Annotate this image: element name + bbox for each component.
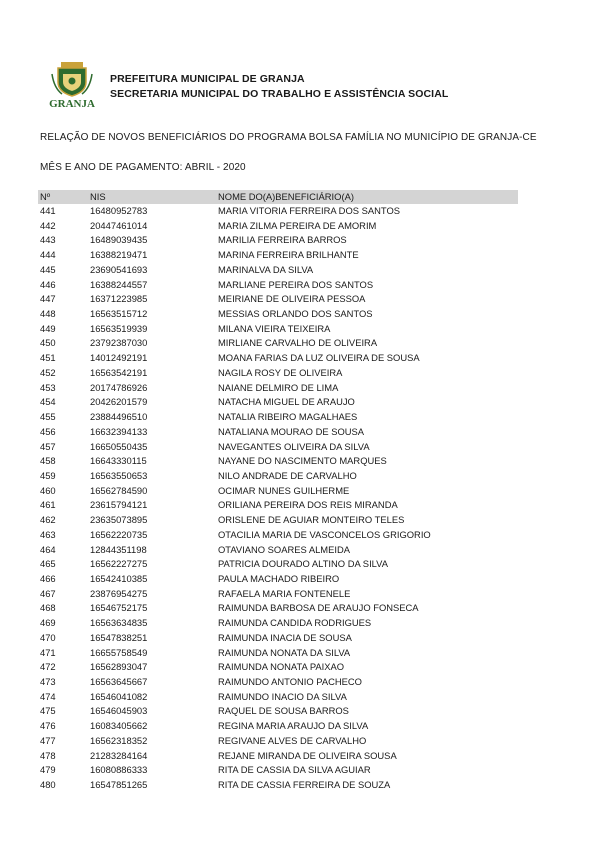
row-number: 469 <box>40 617 56 629</box>
row-number: 445 <box>40 263 56 275</box>
row-name: NAYANE DO NASCIMENTO MARQUES <box>218 455 387 467</box>
granja-logo <box>40 60 104 110</box>
table-row <box>38 395 518 410</box>
table-row <box>38 734 518 749</box>
table-row <box>38 675 518 690</box>
table-row <box>38 690 518 705</box>
row-nis: 16562784590 <box>90 484 148 496</box>
table-row <box>38 381 518 396</box>
row-number: 449 <box>40 322 56 334</box>
row-number: 456 <box>40 425 56 437</box>
row-number: 475 <box>40 705 56 717</box>
row-number: 455 <box>40 411 56 423</box>
row-name: NATACHA MIGUEL DE ARAUJO <box>218 396 355 408</box>
row-nis: 16562893047 <box>90 661 148 673</box>
table-row <box>38 646 518 661</box>
table-row <box>38 749 518 764</box>
row-nis: 16546041082 <box>90 690 148 702</box>
table-body <box>38 204 518 793</box>
row-number: 447 <box>40 293 56 305</box>
row-number: 470 <box>40 631 56 643</box>
row-name: RAQUEL DE SOUSA BARROS <box>218 705 349 717</box>
row-name: REJANE MIRANDA DE OLIVEIRA SOUSA <box>218 749 397 761</box>
table-row <box>38 440 518 455</box>
row-number: 460 <box>40 484 56 496</box>
table-row <box>38 587 518 602</box>
row-number: 476 <box>40 720 56 732</box>
table-row <box>38 248 518 263</box>
row-name: RITA DE CASSIA DA SILVA AGUIAR <box>218 764 371 776</box>
table-row <box>38 601 518 616</box>
row-name: RAIMUNDA CANDIDA RODRIGUES <box>218 617 372 629</box>
row-number: 444 <box>40 249 56 261</box>
row-number: 480 <box>40 779 56 791</box>
row-nis: 16489039435 <box>90 234 148 246</box>
table-row <box>38 292 518 307</box>
row-name: MARIA VITORIA FERREIRA DOS SANTOS <box>218 205 400 216</box>
row-number: 451 <box>40 352 56 364</box>
row-name: MEIRIANE DE OLIVEIRA PESSOA <box>218 293 366 305</box>
row-nis: 23690541693 <box>90 263 148 275</box>
row-name: MARILIA FERREIRA BARROS <box>218 234 347 246</box>
row-name: NAVEGANTES OLIVEIRA DA SILVA <box>218 440 370 452</box>
row-number: 443 <box>40 234 56 246</box>
row-number: 472 <box>40 661 56 673</box>
row-nis: 16562220735 <box>90 528 148 540</box>
row-number: 442 <box>40 219 56 231</box>
row-nis: 16563634835 <box>90 617 148 629</box>
row-name: MIRLIANE CARVALHO DE OLIVEIRA <box>218 337 378 349</box>
table-row <box>38 763 518 778</box>
table-row <box>38 528 518 543</box>
row-nis: 16655758549 <box>90 646 148 658</box>
payment-period: MÊS E ANO DE PAGAMENTO: ABRIL - 2020 <box>40 162 246 173</box>
row-nis: 20447461014 <box>90 219 148 231</box>
row-name: RAIMUNDA INACIA DE SOUSA <box>218 631 352 643</box>
row-nis: 14012492191 <box>90 352 148 364</box>
row-nis: 16480952783 <box>90 205 148 216</box>
row-name: REGIVANE ALVES DE CARVALHO <box>218 734 367 746</box>
table-row <box>38 351 518 366</box>
row-nis: 21283284164 <box>90 749 148 761</box>
table-row <box>38 557 518 572</box>
row-name: RAFAELA MARIA FONTENELE <box>218 587 351 599</box>
row-number: 474 <box>40 690 56 702</box>
row-number: 448 <box>40 308 56 320</box>
row-name: MARLIANE PEREIRA DOS SANTOS <box>218 278 374 290</box>
col-header-nis: NIS <box>90 191 106 202</box>
row-name: NATALIANA MOURAO DE SOUSA <box>218 425 365 437</box>
table-row <box>38 719 518 734</box>
row-nis: 16546752175 <box>90 602 148 614</box>
row-name: RAIMUNDA NONATA PAIXAO <box>218 661 345 673</box>
row-number: 441 <box>40 205 56 216</box>
table-row <box>38 778 518 793</box>
row-number: 471 <box>40 646 56 658</box>
col-header-name: NOME DO(A)BENEFICIÁRIO(A) <box>218 191 354 202</box>
row-number: 453 <box>40 381 56 393</box>
row-nis: 23635073895 <box>90 514 148 526</box>
row-nis: 16563542191 <box>90 366 148 378</box>
row-nis: 16563519939 <box>90 322 148 334</box>
table-row <box>38 278 518 293</box>
table-row <box>38 366 518 381</box>
row-number: 457 <box>40 440 56 452</box>
row-number: 462 <box>40 514 56 526</box>
row-name: NILO ANDRADE DE CARVALHO <box>218 469 357 481</box>
row-number: 446 <box>40 278 56 290</box>
row-number: 473 <box>40 676 56 687</box>
table-row <box>38 616 518 631</box>
row-name: REGINA MARIA ARAUJO DA SILVA <box>218 720 369 732</box>
row-nis: 20426201579 <box>90 396 148 408</box>
row-number: 458 <box>40 455 56 467</box>
title-prefeitura: PREFEITURA MUNICIPAL DE GRANJA <box>110 73 305 85</box>
row-name: MARINALVA DA SILVA <box>218 263 314 275</box>
table-row <box>38 704 518 719</box>
row-name: PATRICIA DOURADO ALTINO DA SILVA <box>218 558 388 570</box>
row-nis: 23876954275 <box>90 587 148 599</box>
col-header-number: Nº <box>40 191 51 202</box>
row-nis: 20174786926 <box>90 381 148 393</box>
table-row <box>38 454 518 469</box>
row-name: RAIMUNDA BARBOSA DE ARAUJO FONSECA <box>218 602 419 614</box>
table-row <box>38 233 518 248</box>
table-row <box>38 543 518 558</box>
table-row <box>38 513 518 528</box>
row-name: MOANA FARIAS DA LUZ OLIVEIRA DE SOUSA <box>218 352 420 364</box>
row-nis: 16562227275 <box>90 558 148 570</box>
row-nis: 16547838251 <box>90 631 148 643</box>
row-nis: 16083405662 <box>90 720 148 732</box>
row-nis: 16547851265 <box>90 779 148 791</box>
row-nis: 16546045903 <box>90 705 148 717</box>
table-row <box>38 660 518 675</box>
row-name: RITA DE CASSIA FERREIRA DE SOUZA <box>218 779 391 791</box>
row-name: ORISLENE DE AGUIAR MONTEIRO TELES <box>218 514 405 526</box>
row-nis: 16643330115 <box>90 455 147 467</box>
row-nis: 16563515712 <box>90 308 148 320</box>
row-nis: 16563550653 <box>90 469 148 481</box>
row-name: MESSIAS ORLANDO DOS SANTOS <box>218 308 373 320</box>
row-name: MARINA FERREIRA BRILHANTE <box>218 249 359 261</box>
table-row <box>38 263 518 278</box>
table-row <box>38 484 518 499</box>
row-name: PAULA MACHADO RIBEIRO <box>218 572 340 584</box>
table-row <box>38 307 518 322</box>
row-nis: 16388244557 <box>90 278 148 290</box>
row-nis: 23615794121 <box>90 499 148 511</box>
row-number: 452 <box>40 366 56 378</box>
row-nis: 23792387030 <box>90 337 148 349</box>
table-row <box>38 204 518 219</box>
row-number: 461 <box>40 499 56 511</box>
table-row <box>38 572 518 587</box>
row-number: 467 <box>40 587 56 599</box>
row-name: OCIMAR NUNES GUILHERME <box>218 484 350 496</box>
row-nis: 16371223985 <box>90 293 148 305</box>
table-row <box>38 410 518 425</box>
row-name: OTACILIA MARIA DE VASCONCELOS GRIGORIO <box>218 528 431 540</box>
row-nis: 16632394133 <box>90 425 148 437</box>
row-number: 450 <box>40 337 56 349</box>
row-number: 465 <box>40 558 56 570</box>
table-row <box>38 498 518 513</box>
row-nis: 16563645667 <box>90 676 148 687</box>
table-row <box>38 336 518 351</box>
beneficiaries-table <box>38 190 518 793</box>
row-number: 459 <box>40 469 56 481</box>
logo-text: GRANJA <box>49 98 95 110</box>
row-name: MARIA ZILMA PEREIRA DE AMORIM <box>218 219 377 231</box>
row-number: 478 <box>40 749 56 761</box>
row-name: RAIMUNDO ANTONIO PACHECO <box>218 676 362 687</box>
row-name: ORILIANA PEREIRA DOS REIS MIRANDA <box>218 499 398 511</box>
row-nis: 12844351198 <box>90 543 147 555</box>
row-name: MILANA VIEIRA TEIXEIRA <box>218 322 331 334</box>
row-name: OTAVIANO SOARES ALMEIDA <box>218 543 350 555</box>
row-nis: 16388219471 <box>90 249 148 261</box>
row-nis: 16650550435 <box>90 440 148 452</box>
row-name: NAIANE DELMIRO DE LIMA <box>218 381 339 393</box>
row-nis: 16542410385 <box>90 572 148 584</box>
title-secretaria: SECRETARIA MUNICIPAL DO TRABALHO E ASSISTÊNCIA SOCIAL <box>110 88 449 100</box>
row-number: 464 <box>40 543 56 555</box>
row-number: 463 <box>40 528 56 540</box>
row-number: 466 <box>40 572 56 584</box>
row-name: NAGILA ROSY DE OLIVEIRA <box>218 366 343 378</box>
table-row <box>38 631 518 646</box>
row-nis: 23884496510 <box>90 411 148 423</box>
coat-of-arms-icon <box>40 60 104 110</box>
header <box>110 72 448 102</box>
row-name: RAIMUNDO INACIO DA SILVA <box>218 690 347 702</box>
row-name: RAIMUNDA NONATA DA SILVA <box>218 646 351 658</box>
table-row <box>38 219 518 234</box>
row-number: 479 <box>40 764 56 776</box>
table-row <box>38 322 518 337</box>
document-subtitle: RELAÇÃO DE NOVOS BENEFICIÁRIOS DO PROGRAMA BOLSA FAMÍLIA NO MUNICÍPIO DE GRANJA-CE <box>40 132 537 143</box>
row-nis: 16080886333 <box>90 764 148 776</box>
row-number: 468 <box>40 602 56 614</box>
row-number: 454 <box>40 396 56 408</box>
row-number: 477 <box>40 734 56 746</box>
table-row <box>38 425 518 440</box>
row-nis: 16562318352 <box>90 734 148 746</box>
table-row <box>38 469 518 484</box>
table-header-row <box>38 190 518 204</box>
row-name: NATALIA RIBEIRO MAGALHAES <box>218 411 358 423</box>
